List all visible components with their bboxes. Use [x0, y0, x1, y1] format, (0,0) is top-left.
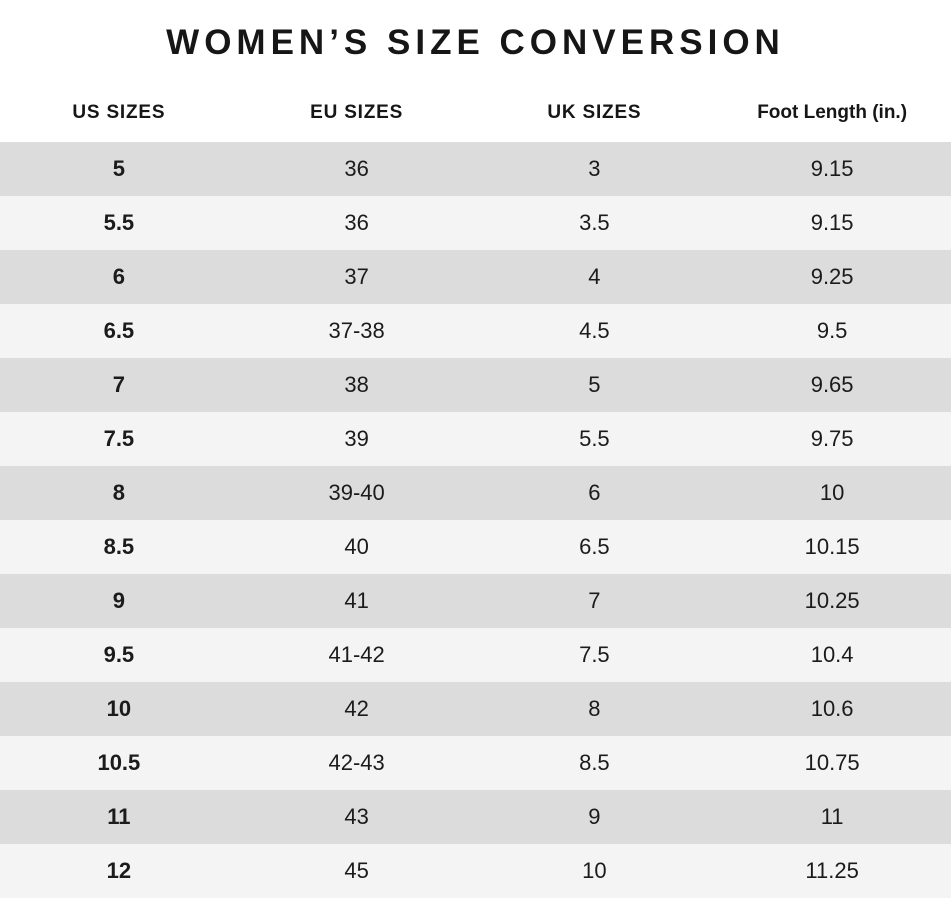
- cell-us-size: 9: [0, 574, 238, 628]
- cell-us-size: 6: [0, 250, 238, 304]
- cell-eu-size: 42-43: [238, 736, 476, 790]
- cell-uk-size: 10: [476, 844, 714, 898]
- cell-uk-size: 4.5: [476, 304, 714, 358]
- table-row: [0, 682, 951, 736]
- table-row: [0, 304, 951, 358]
- cell-us-size: 5: [0, 142, 238, 196]
- cell-uk-size: 8: [476, 682, 714, 736]
- column-header-uk-sizes: UK SIZES: [476, 84, 714, 142]
- cell-foot-length: 9.75: [713, 412, 951, 466]
- cell-uk-size: 3: [476, 142, 714, 196]
- table-row: [0, 142, 951, 196]
- cell-foot-length: 9.65: [713, 358, 951, 412]
- table-row: [0, 628, 951, 682]
- cell-foot-length: 10.75: [713, 736, 951, 790]
- cell-foot-length: 10.6: [713, 682, 951, 736]
- cell-eu-size: 45: [238, 844, 476, 898]
- cell-us-size: 8.5: [0, 520, 238, 574]
- cell-eu-size: 41: [238, 574, 476, 628]
- cell-us-size: 12: [0, 844, 238, 898]
- cell-eu-size: 38: [238, 358, 476, 412]
- table-row: [0, 790, 951, 844]
- page-title: WOMEN’S SIZE CONVERSION: [166, 23, 785, 62]
- table-row: [0, 412, 951, 466]
- size-conversion-table: [0, 84, 951, 898]
- table-row: [0, 736, 951, 790]
- cell-foot-length: 10.4: [713, 628, 951, 682]
- table-header: [0, 84, 951, 142]
- cell-eu-size: 39: [238, 412, 476, 466]
- cell-foot-length: 9.15: [713, 196, 951, 250]
- cell-uk-size: 9: [476, 790, 714, 844]
- cell-us-size: 10.5: [0, 736, 238, 790]
- cell-us-size: 6.5: [0, 304, 238, 358]
- cell-foot-length: 9.5: [713, 304, 951, 358]
- cell-foot-length: 9.15: [713, 142, 951, 196]
- cell-eu-size: 37: [238, 250, 476, 304]
- cell-foot-length: 10.25: [713, 574, 951, 628]
- table-row: [0, 250, 951, 304]
- cell-eu-size: 43: [238, 790, 476, 844]
- cell-foot-length: 10: [713, 466, 951, 520]
- column-header-us-sizes: US SIZES: [0, 84, 238, 142]
- table-row: [0, 358, 951, 412]
- table-row: [0, 466, 951, 520]
- cell-foot-length: 9.25: [713, 250, 951, 304]
- table-row: [0, 196, 951, 250]
- table-row: [0, 844, 951, 898]
- cell-uk-size: 4: [476, 250, 714, 304]
- cell-uk-size: 5: [476, 358, 714, 412]
- cell-uk-size: 5.5: [476, 412, 714, 466]
- cell-uk-size: 7: [476, 574, 714, 628]
- column-header-eu-sizes: EU SIZES: [238, 84, 476, 142]
- cell-uk-size: 8.5: [476, 736, 714, 790]
- cell-eu-size: 41-42: [238, 628, 476, 682]
- column-header-foot-length: Foot Length (in.): [713, 84, 951, 142]
- cell-foot-length: 10.15: [713, 520, 951, 574]
- cell-eu-size: 36: [238, 196, 476, 250]
- cell-us-size: 5.5: [0, 196, 238, 250]
- cell-us-size: 10: [0, 682, 238, 736]
- table-header-row: [0, 84, 951, 142]
- cell-eu-size: 40: [238, 520, 476, 574]
- cell-us-size: 9.5: [0, 628, 238, 682]
- cell-uk-size: 3.5: [476, 196, 714, 250]
- table-row: [0, 574, 951, 628]
- cell-us-size: 7.5: [0, 412, 238, 466]
- table-body: [0, 142, 951, 898]
- cell-uk-size: 6: [476, 466, 714, 520]
- cell-us-size: 7: [0, 358, 238, 412]
- table-row: [0, 520, 951, 574]
- cell-foot-length: 11.25: [713, 844, 951, 898]
- cell-us-size: 11: [0, 790, 238, 844]
- cell-uk-size: 7.5: [476, 628, 714, 682]
- cell-us-size: 8: [0, 466, 238, 520]
- cell-eu-size: 36: [238, 142, 476, 196]
- cell-eu-size: 37-38: [238, 304, 476, 358]
- cell-foot-length: 11: [713, 790, 951, 844]
- cell-eu-size: 42: [238, 682, 476, 736]
- cell-eu-size: 39-40: [238, 466, 476, 520]
- cell-uk-size: 6.5: [476, 520, 714, 574]
